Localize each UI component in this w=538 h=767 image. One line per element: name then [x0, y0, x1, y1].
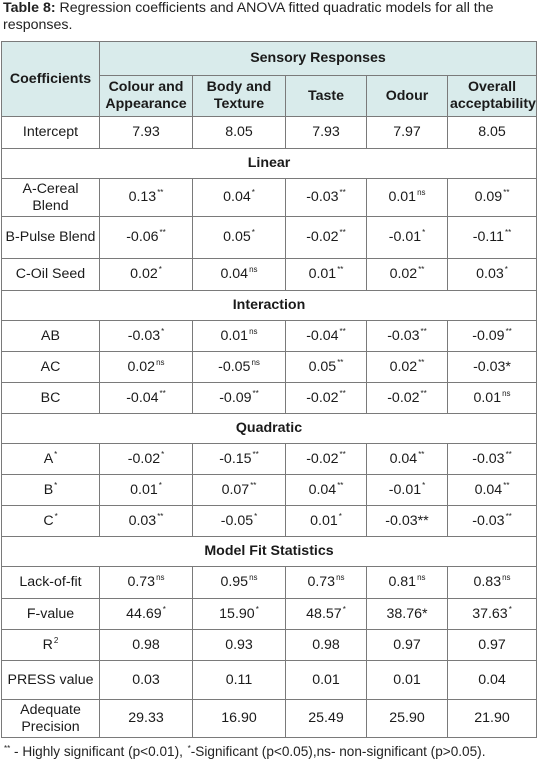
cell-value: 15.90	[219, 605, 255, 622]
cell-value: -0.03*	[473, 358, 511, 375]
value-cell	[193, 217, 286, 259]
significance-mark: **	[250, 480, 257, 490]
footnote-text-2: -Significant (p<0.05),ns- non-significant (p>0.05).	[190, 744, 486, 759]
row-label	[2, 117, 100, 149]
value-cell	[448, 599, 537, 630]
value-cell	[193, 117, 286, 149]
cell-value: 0.04	[223, 189, 251, 205]
cell-value: 0.01	[310, 512, 338, 529]
cell-value: -0.05	[220, 512, 254, 529]
row-label	[2, 321, 100, 352]
table-footnote	[3, 743, 538, 760]
value-cell	[193, 352, 286, 383]
cell-value: -0.03	[127, 327, 161, 344]
cell-value: -0.04	[126, 389, 159, 406]
table-row	[2, 179, 537, 217]
significance-mark: *	[158, 265, 162, 274]
significance-mark: ns	[336, 573, 345, 582]
header-col-taste: Taste	[286, 76, 367, 117]
value-cell	[286, 383, 367, 414]
value-cell	[193, 630, 286, 661]
row-label-text: AB	[41, 327, 60, 344]
cell-value: 16.90	[221, 710, 257, 726]
cell-value: 0.02	[130, 266, 158, 282]
cell-value: 0.11	[225, 671, 253, 688]
row-label-text: A-Cereal Blend	[22, 180, 79, 214]
row-label	[2, 630, 100, 661]
cell-value: 0.09	[474, 189, 503, 205]
value-cell	[286, 630, 367, 661]
cell-value: 0.02	[127, 358, 156, 375]
cell-value: -0.02	[127, 450, 161, 467]
significance-mark: *	[251, 188, 255, 197]
table-row	[2, 352, 537, 383]
significance-mark: **	[337, 357, 344, 367]
cell-value: 0.05	[223, 229, 251, 245]
cell-value: 25.90	[389, 710, 425, 726]
significance-mark: *	[161, 326, 165, 336]
section-title: Linear	[2, 149, 537, 179]
row-label	[2, 661, 100, 700]
significance-mark: *	[161, 449, 165, 459]
value-cell	[100, 117, 193, 149]
table-row	[2, 567, 537, 599]
significance-mark: ns	[156, 573, 165, 582]
table-row	[2, 630, 537, 661]
value-cell	[367, 117, 448, 149]
cell-value: 7.93	[132, 124, 160, 140]
header-col-overall: Overall acceptability	[448, 76, 537, 117]
value-cell	[286, 661, 367, 700]
table-row	[2, 661, 537, 700]
row-label-superscript: *	[54, 511, 58, 521]
value-cell	[100, 217, 193, 259]
row-label-text: B-Pulse Blend	[5, 229, 96, 245]
value-cell	[448, 630, 537, 661]
value-cell	[367, 321, 448, 352]
significance-mark: **	[505, 326, 512, 336]
footnote-symbol-highly: **	[4, 744, 11, 753]
cell-value: -0.06	[126, 229, 159, 245]
cell-value: -0.03	[472, 512, 505, 529]
header-col-odour: Odour	[367, 76, 448, 117]
significance-mark: ns	[249, 326, 258, 336]
significance-mark: *	[342, 604, 346, 614]
row-label-text: A	[43, 450, 54, 467]
row-label-text: AC	[40, 358, 61, 375]
cell-value: 0.03	[476, 266, 504, 282]
significance-mark: ns	[249, 573, 258, 582]
value-cell	[448, 352, 537, 383]
value-cell	[193, 259, 286, 291]
cell-value: -0.01	[388, 481, 422, 498]
table-row	[2, 321, 537, 352]
cell-value: 29.33	[128, 710, 164, 726]
significance-mark: *	[422, 228, 426, 237]
table-row	[2, 259, 537, 291]
value-cell	[286, 567, 367, 599]
cell-value: 21.90	[474, 710, 510, 726]
significance-mark: **	[420, 326, 427, 336]
significance-mark: *	[422, 480, 426, 490]
significance-mark: **	[503, 188, 510, 197]
value-cell	[367, 700, 448, 738]
significance-mark: ns	[156, 357, 165, 367]
significance-mark: *	[251, 228, 255, 237]
row-label	[2, 352, 100, 383]
cell-value: 0.04	[220, 266, 249, 282]
significance-mark: ns	[417, 573, 426, 582]
cell-value: 7.97	[393, 124, 421, 140]
section-title: Quadratic	[2, 414, 537, 444]
value-cell	[286, 506, 367, 537]
value-cell	[286, 117, 367, 149]
header-col-colour: Colour and Appearance	[100, 76, 193, 117]
cell-value: -0.02	[306, 229, 339, 245]
cell-value: 0.97	[393, 636, 421, 653]
cell-value: 0.07	[221, 481, 250, 498]
significance-mark: **	[157, 188, 164, 197]
value-cell	[100, 383, 193, 414]
cell-value: 0.98	[312, 636, 340, 653]
cell-value: 0.01	[473, 389, 502, 406]
cell-value: -0.02	[387, 389, 420, 406]
significance-mark: ns	[417, 188, 426, 197]
cell-value: 8.05	[225, 124, 253, 140]
cell-value: 0.04	[474, 481, 503, 498]
significance-mark: *	[162, 604, 166, 614]
cell-value: 0.03	[128, 512, 157, 529]
section-title: Model Fit Statistics	[2, 537, 537, 567]
value-cell	[100, 630, 193, 661]
value-cell	[367, 444, 448, 475]
value-cell	[286, 321, 367, 352]
significance-mark: *	[508, 604, 512, 614]
table-row	[2, 217, 537, 259]
table-row	[2, 506, 537, 537]
row-label	[2, 444, 100, 475]
cell-value: 0.81	[388, 574, 417, 590]
cell-value: 0.04	[389, 450, 418, 467]
cell-value: 0.83	[473, 574, 502, 590]
row-label-text: C	[43, 512, 54, 529]
cell-value: -0.03	[306, 189, 339, 205]
value-cell	[286, 352, 367, 383]
cell-value: 0.73	[307, 574, 336, 590]
value-cell	[100, 321, 193, 352]
value-cell	[193, 383, 286, 414]
value-cell	[193, 700, 286, 738]
row-label-text: C-Oil Seed	[15, 266, 86, 282]
significance-mark: **	[418, 357, 425, 367]
significance-mark: **	[505, 228, 512, 237]
row-label	[2, 599, 100, 630]
value-cell	[367, 630, 448, 661]
table-caption	[3, 0, 535, 34]
caption-text: Regression coefficients and ANOVA fitted quadratic models for all the responses.	[3, 0, 494, 33]
significance-mark: **	[503, 480, 510, 490]
value-cell	[367, 217, 448, 259]
value-cell	[448, 475, 537, 506]
value-cell	[286, 475, 367, 506]
value-cell	[286, 179, 367, 217]
value-cell	[367, 383, 448, 414]
value-cell	[100, 475, 193, 506]
cell-value: -0.09	[472, 327, 505, 344]
row-label	[2, 475, 100, 506]
significance-mark: **	[505, 449, 512, 459]
significance-mark: **	[337, 265, 344, 274]
cell-value: 0.04	[478, 671, 506, 688]
value-cell	[193, 179, 286, 217]
cell-value: 0.01	[220, 327, 249, 344]
value-cell	[367, 567, 448, 599]
cell-value: 25.49	[308, 710, 344, 726]
significance-mark: **	[337, 480, 344, 490]
value-cell	[367, 599, 448, 630]
row-label-text: B	[43, 481, 54, 498]
cell-value: 0.01	[130, 481, 158, 498]
header-coefficients: Coefficients	[2, 42, 100, 117]
row-label	[2, 700, 100, 738]
value-cell	[100, 661, 193, 700]
cell-value: 0.01	[308, 266, 337, 282]
row-label	[2, 567, 100, 599]
section-title: Interaction	[2, 291, 537, 321]
value-cell	[448, 179, 537, 217]
significance-mark: **	[339, 188, 346, 197]
cell-value: 0.02	[389, 266, 418, 282]
cell-value: -0.01	[388, 229, 422, 245]
value-cell	[100, 352, 193, 383]
cell-value: -0.03	[472, 450, 505, 467]
significance-mark: **	[339, 449, 346, 459]
value-cell	[100, 567, 193, 599]
value-cell	[193, 599, 286, 630]
row-label	[2, 506, 100, 537]
row-label-text: Intercept	[22, 124, 79, 140]
significance-mark: **	[157, 511, 164, 521]
significance-mark: **	[418, 265, 425, 274]
cell-value: 37.63	[472, 605, 508, 622]
row-label-text: BC	[40, 389, 61, 406]
value-cell	[367, 179, 448, 217]
value-cell	[100, 259, 193, 291]
significance-mark: **	[339, 388, 346, 398]
row-label	[2, 383, 100, 414]
footnote-text-1: - Highly significant (p<0.01),	[10, 744, 187, 759]
row-label-text: R	[42, 636, 53, 653]
row-label-superscript: 2	[53, 635, 59, 645]
row-label	[2, 217, 100, 259]
value-cell	[193, 567, 286, 599]
row-label-text: Lack-of-fit	[19, 574, 82, 590]
cell-value: -0.15	[219, 450, 252, 467]
cell-value: 38.76*	[386, 605, 428, 622]
significance-mark: ns	[502, 388, 511, 398]
value-cell	[448, 321, 537, 352]
value-cell	[286, 259, 367, 291]
significance-mark: *	[255, 604, 259, 614]
cell-value: -0.04	[306, 327, 339, 344]
value-cell	[100, 700, 193, 738]
cell-value: -0.09	[219, 389, 252, 406]
cell-value: 0.93	[225, 636, 253, 653]
value-cell	[448, 661, 537, 700]
significance-mark: **	[252, 388, 259, 398]
value-cell	[100, 179, 193, 217]
value-cell	[286, 599, 367, 630]
cell-value: 0.01	[388, 189, 417, 205]
value-cell	[100, 599, 193, 630]
cell-value: 0.05	[308, 358, 337, 375]
significance-mark: *	[504, 265, 508, 274]
row-label-text: PRESS value	[7, 671, 94, 688]
value-cell	[448, 383, 537, 414]
table-row	[2, 383, 537, 414]
row-label	[2, 179, 100, 217]
cell-value: -0.02	[306, 389, 339, 406]
value-cell	[367, 475, 448, 506]
significance-mark: *	[158, 480, 162, 490]
value-cell	[193, 661, 286, 700]
cell-value: -0.02	[306, 450, 339, 467]
row-label-text: F-value	[26, 605, 75, 622]
row-label-superscript: *	[54, 480, 58, 490]
footnote-symbol-sig: *	[187, 744, 191, 753]
table-row	[2, 599, 537, 630]
cell-value: 48.57	[306, 605, 342, 622]
significance-mark: ns	[502, 573, 511, 582]
value-cell	[193, 506, 286, 537]
value-cell	[193, 475, 286, 506]
cell-value: 0.02	[389, 358, 418, 375]
cell-value: 0.95	[220, 574, 249, 590]
value-cell	[448, 444, 537, 475]
cell-value: 0.01	[312, 671, 340, 688]
table-row	[2, 475, 537, 506]
cell-value: 44.69	[126, 605, 162, 622]
cell-value: 0.03	[132, 671, 160, 688]
table-row	[2, 444, 537, 475]
value-cell	[367, 661, 448, 700]
cell-value: 0.04	[308, 481, 337, 498]
significance-mark: **	[420, 388, 427, 398]
cell-value: 0.01	[393, 671, 421, 688]
significance-mark: **	[339, 228, 346, 237]
cell-value: 0.73	[127, 574, 156, 590]
value-cell	[367, 506, 448, 537]
regression-table	[1, 41, 537, 738]
value-cell	[286, 217, 367, 259]
table-row	[2, 700, 537, 738]
significance-mark: ns	[251, 357, 260, 367]
value-cell	[367, 259, 448, 291]
table-row	[2, 117, 537, 149]
value-cell	[448, 217, 537, 259]
cell-value: 0.97	[478, 636, 506, 653]
significance-mark: **	[159, 228, 166, 237]
value-cell	[100, 506, 193, 537]
value-cell	[193, 444, 286, 475]
row-label	[2, 259, 100, 291]
row-label-text: Adequate Precision	[20, 701, 81, 735]
value-cell	[448, 117, 537, 149]
cell-value: -0.03	[387, 327, 420, 344]
significance-mark: *	[338, 511, 342, 521]
significance-mark: ns	[249, 265, 258, 274]
row-label-superscript: *	[54, 449, 58, 459]
significance-mark: **	[159, 388, 166, 398]
significance-mark: **	[505, 511, 512, 521]
value-cell	[448, 700, 537, 738]
value-cell	[286, 444, 367, 475]
significance-mark: **	[339, 326, 346, 336]
significance-mark: *	[254, 511, 258, 521]
value-cell	[448, 259, 537, 291]
header-sensory-responses: Sensory Responses	[100, 42, 537, 76]
header-col-body: Body and Texture	[193, 76, 286, 117]
value-cell	[193, 321, 286, 352]
significance-mark: **	[252, 449, 259, 459]
cell-value: 0.98	[132, 636, 160, 653]
cell-value: 8.05	[478, 124, 506, 140]
cell-value: -0.11	[472, 229, 505, 245]
caption-label: Table 8:	[3, 0, 56, 16]
value-cell	[100, 444, 193, 475]
cell-value: -0.03**	[385, 512, 429, 529]
value-cell	[286, 700, 367, 738]
value-cell	[448, 506, 537, 537]
cell-value: 0.13	[128, 189, 157, 205]
value-cell	[448, 567, 537, 599]
cell-value: 7.93	[312, 124, 340, 140]
cell-value: -0.05	[218, 358, 251, 375]
value-cell	[367, 352, 448, 383]
significance-mark: **	[418, 449, 425, 459]
